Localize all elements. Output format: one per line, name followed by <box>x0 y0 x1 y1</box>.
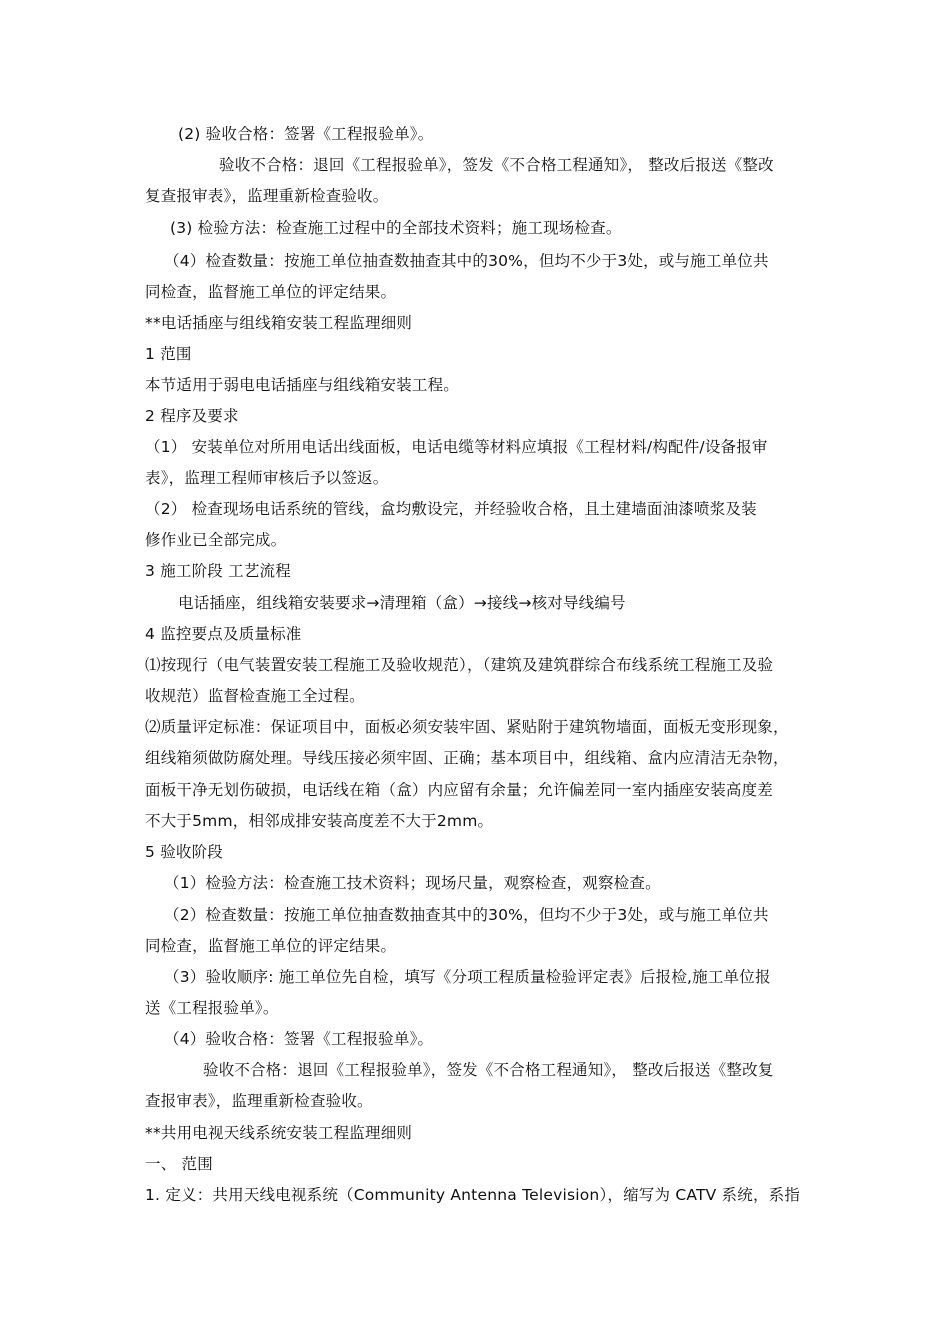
text-line: ⑴按现行（电气装置安装工程施工及验收规范），（建筑及建筑群综合布线系统工程施工及验 <box>145 656 774 674</box>
process-flow-line: 电话插座，组线箱安装要求→清理箱（盒）→接线→核对导线编号 <box>178 594 626 612</box>
text-line: 验收不合格：退回《工程报验单》，签发《不合格工程通知》， 整改后报送《整改 <box>219 156 774 174</box>
text-line: （1） 安装单位对所用电话出线面板，电话电缆等材料应填报《工程材料/构配件/设备报审 <box>145 438 768 456</box>
numbered-heading: 1 范围 <box>145 345 192 363</box>
section-heading: **共用电视天线系统安装工程监理细则 <box>145 1124 413 1142</box>
text-line: 验收不合格：退回《工程报验单》，签发《不合格工程通知》， 整改后报送《整改复 <box>203 1061 774 1079</box>
text-line: 收规范）监督检查施工全过程。 <box>145 687 365 705</box>
text-line: （2） 检查现场电话系统的管线，盒均敷设完，并经验收合格，且土建墙面油漆喷浆及装 <box>145 500 757 518</box>
text-line: 本节适用于弱电电话插座与组线箱安装工程。 <box>145 376 460 394</box>
text-line: 表》，监理工程师审核后予以签返。 <box>145 469 389 487</box>
text-line: (3) 检验方法：检查施工过程中的全部技术资料；施工现场检查。 <box>170 219 622 237</box>
numbered-heading: 5 验收阶段 <box>145 843 223 861</box>
text-line: （4）验收合格：签署《工程报验单》。 <box>164 1030 434 1048</box>
text-line: 1. 定义：共用天线电视系统（Community Antenna Television），缩写为 CATV 系统，系指 <box>145 1186 801 1204</box>
text-line: （1）检验方法：检查施工技术资料；现场尺量，观察检查，观察检查。 <box>164 874 661 892</box>
section-heading: **电话插座与组线箱安装工程监理细则 <box>145 314 413 332</box>
text-line: 面板干净无划伤破损，电话线在箱（盒）内应留有余量；允许偏差同一室内插座安装高度差 <box>145 781 774 799</box>
text-line: 复查报审表》，监理重新检查验收。 <box>145 187 389 205</box>
numbered-heading: 一、 范围 <box>145 1155 213 1173</box>
text-line: 组线箱须做防腐处理。导线压接必须牢固、正确；基本项目中，组线箱、盒内应清洁无杂物， <box>145 749 789 767</box>
text-line: （3）验收顺序: 施工单位先自检，填写《分项工程质量检验评定表》后报检,施工单位报 <box>164 968 771 986</box>
text-line: 不大于5mm，相邻成排安装高度差不大于2mm。 <box>145 812 494 830</box>
numbered-heading: 4 监控要点及质量标准 <box>145 625 302 643</box>
text-line: (2) 验收合格：签署《工程报验单》。 <box>178 125 434 143</box>
text-line: 送《工程报验单》。 <box>145 999 279 1017</box>
text-line: （2）检查数量：按施工单位抽查数抽查其中的30%，但均不少于3处，或与施工单位共 <box>164 906 769 924</box>
text-line: 同检查，监督施工单位的评定结果。 <box>145 283 397 301</box>
text-line: 查报审表》，监理重新检查验收。 <box>145 1092 373 1110</box>
numbered-heading: 3 施工阶段 工艺流程 <box>145 562 291 580</box>
numbered-heading: 2 程序及要求 <box>145 407 239 425</box>
text-line: 同检查，监督施工单位的评定结果。 <box>145 937 397 955</box>
text-line: （4）检查数量：按施工单位抽查数抽查其中的30%，但均不少于3处，或与施工单位共 <box>164 252 769 270</box>
text-line: 修作业已全部完成。 <box>145 531 287 549</box>
text-line: ⑵质量评定标准：保证项目中，面板必须安装牢固、紧贴附于建筑物墙面，面板无变形现象， <box>145 718 789 736</box>
